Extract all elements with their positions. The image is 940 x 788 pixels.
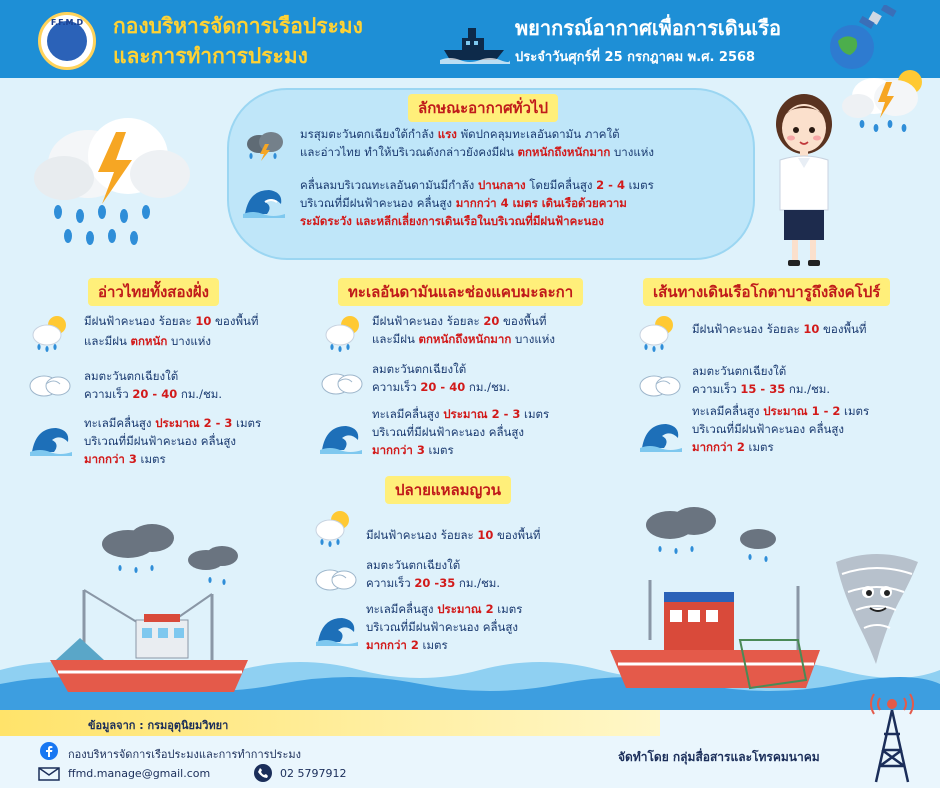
highlight-segment: ตกหนักถึงหนักมาก (517, 145, 611, 159)
highlight-segment: 2 - 4 (596, 178, 625, 192)
text-segment: เมตร (624, 178, 654, 192)
facebook-icon[interactable] (40, 742, 58, 760)
text-segment: ของพื้นที่ (493, 528, 541, 542)
text-segment: มีฝนฟ้าคะนอง ร้อยละ (372, 314, 484, 328)
forecast-title: พยากรณ์อากาศเพื่อการเดินเรือ (515, 16, 782, 40)
highlight-segment: 10 (803, 322, 820, 336)
andaman-wind-line1: ลมตะวันตกเฉียงใต้ (372, 362, 467, 376)
text-segment: เมตร (424, 443, 454, 457)
andaman-wave-line3 (372, 441, 454, 459)
text-segment: ความเร็ว (372, 380, 421, 394)
general-paragraph2-line1 (300, 176, 654, 194)
gulf-wind-line2 (84, 385, 222, 403)
text-segment: และมีฝน (84, 334, 131, 348)
kotabharu-wave-line1 (692, 402, 869, 420)
globe-icon (47, 21, 87, 61)
general-paragraph1-line1 (300, 125, 620, 143)
text-segment: ของพื้นที่ (499, 314, 547, 328)
highlight-segment: มากกว่า 2 (692, 440, 745, 454)
sun-cloud-rain-icon (312, 508, 356, 548)
highlight-segment: 20 (483, 314, 500, 328)
andaman-rain-line1 (372, 312, 546, 330)
fishing-boat-left (20, 520, 280, 706)
gulf-wave-line2: บริเวณที่มีฝนฟ้าคะนอง คลื่นสูง (84, 434, 237, 448)
wave-icon (30, 422, 72, 456)
highlight-segment: 10 (477, 528, 494, 542)
text-segment: ของพื้นที่ (211, 314, 259, 328)
text-segment: ทะเลมีคลื่นสูง (84, 416, 156, 430)
camau-wind-line1: ลมตะวันตกเฉียงใต้ (366, 558, 461, 572)
camau-wave-line2: บริเวณที่มีฝนฟ้าคะนอง คลื่นสูง (366, 620, 519, 634)
radio-tower-icon (862, 690, 922, 784)
sun-cloud-rain-icon (636, 313, 680, 353)
gulf-rain-line1 (84, 312, 258, 330)
text-segment: กม./ชม. (177, 387, 222, 401)
forecast-date: ประจำวันศุกร์ที่ 25 กรกฎาคม พ.ศ. 2568 (515, 50, 756, 65)
text-segment: กม./ชม. (455, 576, 500, 590)
general-paragraph1-line2 (300, 143, 654, 161)
text-segment: ทะเลมีคลื่นสูง (366, 602, 438, 616)
region-title-andaman: ทะเลอันดามันและช่องแคบมะละกา (338, 278, 583, 306)
text-segment: ความเร็ว (366, 576, 415, 590)
text-segment: ของพื้นที่ (819, 322, 867, 336)
text-segment: เมตร (744, 440, 774, 454)
phone-number[interactable]: 02 5797912 (280, 767, 347, 780)
text-segment: เมตร (136, 452, 166, 466)
kotabharu-wind-line2 (692, 380, 830, 398)
highlight-segment: มากกว่า 3 (84, 452, 137, 466)
kotabharu-wave-line2: บริเวณที่มีฝนฟ้าคะนอง คลื่นสูง (692, 422, 845, 436)
text-segment: บางแห่ง (610, 145, 654, 159)
highlight-segment: ตกหนักถึงหนักมาก (418, 332, 512, 346)
andaman-wave-line1 (372, 405, 549, 423)
header-banner (0, 0, 940, 78)
rain-cloud-icon (243, 130, 285, 162)
wave-icon (243, 184, 285, 218)
general-paragraph2-line2 (300, 194, 627, 212)
wave-icon (316, 612, 358, 646)
kotabharu-wind-line1: ลมตะวันตกเฉียงใต้ (692, 364, 787, 378)
camau-wave-line1 (366, 600, 522, 618)
phone-icon[interactable] (254, 764, 272, 782)
storm-clouds-right (640, 505, 790, 565)
wave-icon (640, 418, 682, 452)
sun-cloud-rain-icon (29, 313, 73, 353)
highlight-segment: ประมาณ 2 (437, 602, 494, 616)
gulf-wind-line1: ลมตะวันตกเฉียงใต้ (84, 369, 179, 383)
highlight-segment: 20 - 40 (132, 387, 178, 401)
general-weather-title: ลักษณะอากาศทั่วไป (408, 94, 558, 122)
highlight-segment: ตกหนัก (130, 334, 168, 348)
produced-by: จัดทำโดย กลุ่มสื่อสารและโทรคมนาคม (618, 750, 820, 764)
text-segment: คลื่นลมบริเวณทะเลอันดามันมีกำลัง (300, 178, 478, 192)
highlight-segment: ประมาณ 1 - 2 (763, 404, 841, 418)
wind-icon (318, 370, 366, 398)
org-name-line1: กองบริหารจัดการเรือประมง (113, 14, 363, 38)
text-segment: กม./ชม. (465, 380, 510, 394)
text-segment: และมีฝน (372, 332, 419, 346)
sun-rain-cloud-icon (840, 62, 936, 140)
region-title-camau: ปลายแหลมญวน (385, 476, 511, 504)
highlight-segment: ปานกลาง (477, 178, 526, 192)
wind-icon (26, 372, 74, 400)
ffmd-logo (38, 12, 96, 70)
text-segment: ทะเลมีคลื่นสูง (692, 404, 764, 418)
region-title-kotabharu: เส้นทางเดินเรือโกตาบารูถึงสิงคโปร์ (643, 278, 890, 306)
fishing-boat-right (600, 570, 830, 698)
text-segment: ความเร็ว (692, 382, 741, 396)
gulf-wave-line1 (84, 414, 261, 432)
data-source: ข้อมูลจาก : กรมอุตุนิยมวิทยา (88, 719, 229, 732)
sun-cloud-rain-icon (322, 313, 366, 353)
text-segment: กม./ชม. (785, 382, 830, 396)
text-segment: มีฝนฟ้าคะนอง ร้อยละ (84, 314, 196, 328)
storm-cloud-icon (28, 112, 196, 252)
text-segment: มีฝนฟ้าคะนอง ร้อยละ (692, 322, 804, 336)
gulf-wave-line3 (84, 450, 166, 468)
text-segment: พัดปกคลุมทะเลอันดามัน ภาคใต้ (456, 127, 620, 141)
general-paragraph2-line3: ระมัดระวัง และหลีกเลี่ยงการเดินเรือในบริเวณที่มีฝนฟ้าคะนอง (300, 214, 604, 228)
highlight-segment: มากกว่า 3 (372, 443, 425, 457)
logo-text: F.F.M.D (50, 18, 84, 27)
text-segment: มีฝนฟ้าคะนอง ร้อยละ (366, 528, 478, 542)
wave-icon (320, 420, 362, 454)
highlight-segment: 20 -35 (414, 576, 456, 590)
org-name-line2: และการทำการประมง (113, 44, 308, 68)
andaman-wind-line2 (372, 378, 510, 396)
text-segment: มรสุมตะวันตกเฉียงใต้กำลัง (300, 127, 438, 141)
highlight-segment: ประมาณ 2 - 3 (443, 407, 521, 421)
patrol-boat-icon (440, 20, 510, 64)
region-title-gulf: อ่าวไทยทั้งสองฝั่ง (88, 278, 219, 306)
text-segment: บริเวณที่มีฝนฟ้าคะนอง คลื่นสูง (300, 196, 456, 210)
facebook-page-name[interactable]: กองบริหารจัดการเรือประมงและการทำการประมง (68, 748, 301, 761)
text-segment: ทะเลมีคลื่นสูง (372, 407, 444, 421)
highlight-segment: 15 - 35 (740, 382, 786, 396)
andaman-rain-line2 (372, 330, 555, 348)
wind-icon (312, 566, 360, 594)
tornado-character-icon (832, 552, 922, 668)
text-segment: เมตร (418, 638, 448, 652)
highlight-segment: 10 (195, 314, 212, 328)
text-segment: บางแห่ง (167, 334, 211, 348)
text-segment: เมตร (840, 404, 870, 418)
presenter-character (764, 88, 844, 270)
highlight-segment: ประมาณ 2 - 3 (155, 416, 233, 430)
highlight-segment: แรง (437, 127, 457, 141)
highlight-segment: มากกว่า 2 (366, 638, 419, 652)
kotabharu-rain-line1 (692, 320, 866, 338)
text-segment: โดยมีคลื่นสูง (525, 178, 597, 192)
highlight-segment: มากกว่า 4 เมตร เดินเรือด้วยความ (455, 196, 627, 210)
text-segment: ความเร็ว (84, 387, 133, 401)
andaman-wave-line2: บริเวณที่มีฝนฟ้าคะนอง คลื่นสูง (372, 425, 525, 439)
text-segment: เมตร (520, 407, 550, 421)
camau-wind-line2 (366, 574, 500, 592)
text-segment: และอ่าวไทย ทำให้บริเวณดังกล่าวยังคงมีฝน (300, 145, 518, 159)
gulf-rain-line2 (84, 332, 211, 350)
text-segment: บางแห่ง (511, 332, 555, 346)
email-icon[interactable] (38, 767, 60, 781)
text-segment: เมตร (493, 602, 523, 616)
text-segment: เมตร (232, 416, 262, 430)
camau-rain-line1 (366, 526, 540, 544)
kotabharu-wave-line3 (692, 438, 774, 456)
highlight-segment: 20 - 40 (420, 380, 466, 394)
email-address[interactable]: ffmd.manage@gmail.com (68, 767, 211, 780)
wind-icon (636, 372, 684, 400)
